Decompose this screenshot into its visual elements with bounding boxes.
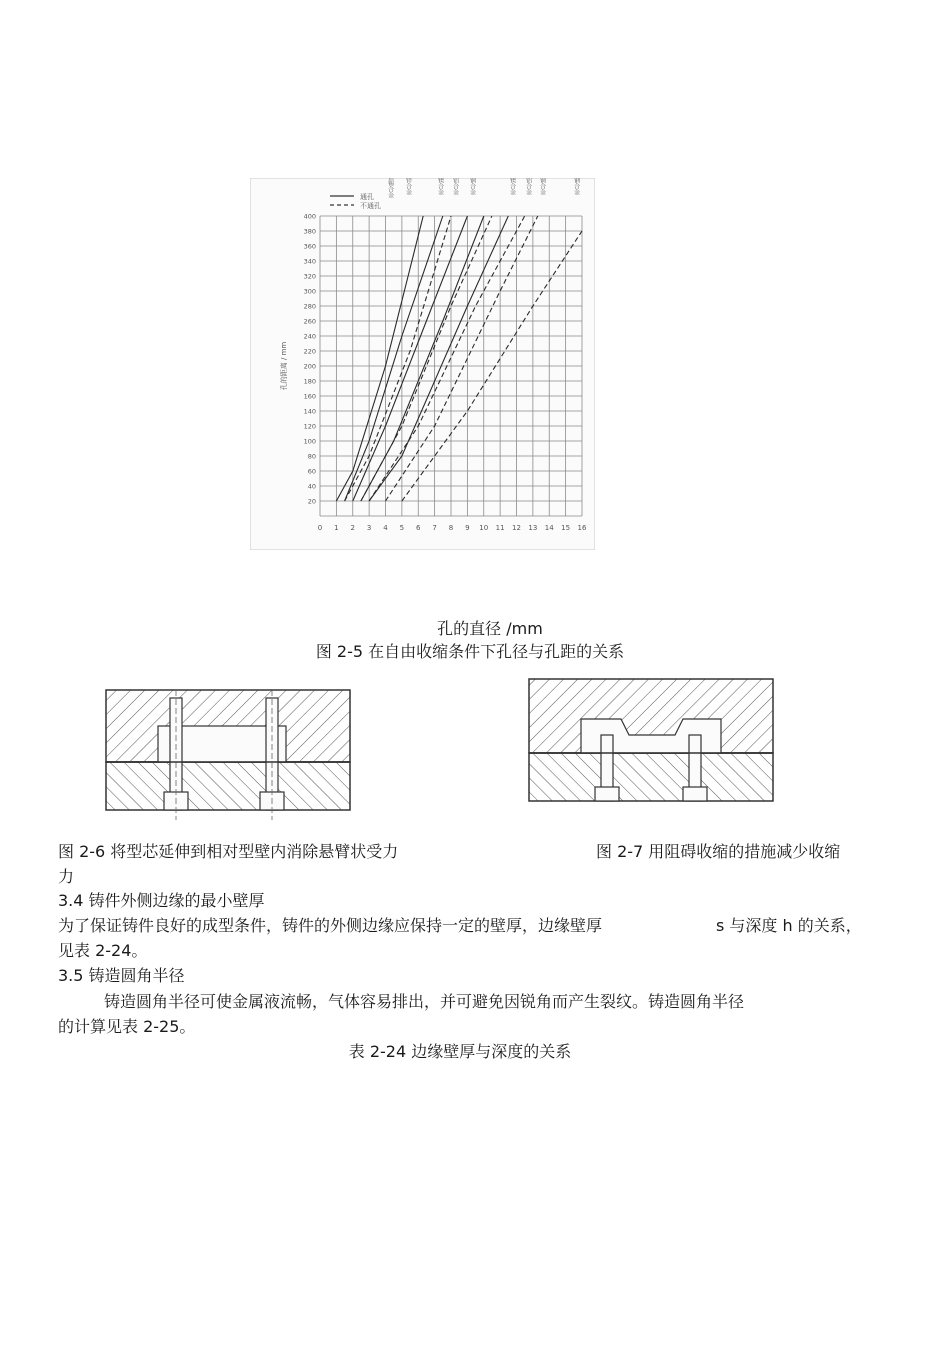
y-tick-label: 400 bbox=[303, 212, 316, 221]
x-tick-label: 7 bbox=[432, 524, 437, 532]
y-axis-label: 孔的距离 / mm bbox=[280, 341, 288, 391]
x-tick-label: 11 bbox=[495, 524, 505, 532]
y-tick-label: 280 bbox=[303, 302, 316, 311]
figure-2-5-chart bbox=[250, 178, 595, 550]
figure-2-7-drawing bbox=[525, 675, 780, 807]
x-tick-label: 2 bbox=[350, 524, 355, 532]
x-tick-label: 15 bbox=[561, 524, 571, 532]
x-tick-label: 5 bbox=[399, 524, 405, 532]
x-tick-label: 1 bbox=[334, 524, 339, 532]
figure-2-5-x-label: 孔的直径 /mm bbox=[437, 619, 543, 638]
y-tick-label: 100 bbox=[303, 437, 316, 446]
legend-alloy-label: 钢合金 bbox=[572, 178, 580, 195]
y-tick-label: 300 bbox=[303, 287, 316, 296]
legend-alloy-label: 镁合金 bbox=[508, 178, 516, 195]
figure-2-6-caption-continuation: 力 bbox=[58, 867, 75, 886]
table-2-24-caption: 表 2-24 边缘壁厚与深度的关系 bbox=[348, 1042, 572, 1061]
y-tick-label: 120 bbox=[303, 422, 316, 431]
x-tick-label: 10 bbox=[479, 524, 489, 532]
y-tick-label: 360 bbox=[303, 242, 316, 251]
y-tick-label: 60 bbox=[307, 467, 316, 476]
y-tick-label: 80 bbox=[307, 452, 316, 461]
legend-alloy-label: 镁合金 bbox=[436, 178, 444, 195]
x-tick-label: 12 bbox=[512, 524, 521, 532]
y-tick-label: 140 bbox=[303, 407, 316, 416]
section-3-4-heading: 3.4 铸件外侧边缘的最小壁厚 bbox=[58, 891, 265, 910]
section-3-4-paragraph-line1b: s 与深度 h 的关系， bbox=[716, 916, 862, 935]
x-tick-label: 6 bbox=[416, 524, 421, 532]
hole-distance-chart-graphic bbox=[250, 178, 595, 550]
legend-alloy-label: 铝合金 bbox=[451, 178, 459, 195]
y-tick-label: 320 bbox=[303, 272, 316, 281]
figure-2-6-drawing bbox=[98, 680, 354, 830]
y-tick-label: 40 bbox=[307, 482, 316, 491]
x-tick-label: 16 bbox=[577, 524, 587, 532]
section-3-5-paragraph-line1: 铸造圆角半径可使金属液流畅，气体容易排出，并可避免因锐角而产生裂纹。铸造圆角半径 bbox=[104, 992, 745, 1011]
legend-solid-label: 通孔 bbox=[360, 193, 374, 201]
figure-2-6-caption: 图 2-6 将型芯延伸到相对型壁内消除悬臂状受力 bbox=[58, 842, 399, 861]
legend-alloy-label: 铜合金 bbox=[468, 178, 476, 195]
legend-alloy-label: 铝合金 bbox=[524, 178, 532, 195]
section-3-5-heading: 3.5 铸造圆角半径 bbox=[58, 966, 185, 985]
y-tick-label: 220 bbox=[303, 347, 316, 356]
legend-alloy-label: 铅锡合金 bbox=[386, 178, 394, 198]
y-tick-label: 260 bbox=[303, 317, 316, 326]
y-tick-label: 160 bbox=[303, 392, 316, 401]
legend-alloy-label: 锌合金 bbox=[404, 178, 412, 195]
y-tick-label: 240 bbox=[303, 332, 316, 341]
legend-dashed-label: 不通孔 bbox=[360, 202, 381, 210]
y-tick-label: 380 bbox=[303, 227, 316, 236]
x-tick-label: 9 bbox=[465, 524, 470, 532]
figure-2-7-caption: 图 2-7 用阻碍收缩的措施减少收缩 bbox=[596, 842, 841, 861]
y-tick-label: 20 bbox=[307, 497, 316, 506]
x-tick-label: 8 bbox=[448, 524, 454, 532]
y-tick-label: 340 bbox=[303, 257, 316, 266]
x-tick-label: 14 bbox=[544, 524, 554, 532]
y-tick-label: 180 bbox=[303, 377, 316, 386]
x-tick-label: 3 bbox=[366, 524, 372, 532]
figure-2-5-caption: 图 2-5 在自由收缩条件下孔径与孔距的关系 bbox=[315, 642, 625, 661]
section-3-4-paragraph-line2: 见表 2-24。 bbox=[58, 941, 148, 960]
x-tick-label: 0 bbox=[317, 524, 323, 532]
y-tick-label: 200 bbox=[303, 362, 316, 371]
section-3-5-paragraph-line2: 的计算见表 2-25。 bbox=[58, 1017, 196, 1036]
legend-alloy-label: 铜合金 bbox=[538, 178, 546, 195]
x-tick-label: 4 bbox=[383, 524, 388, 532]
x-tick-label: 13 bbox=[528, 524, 538, 532]
section-3-4-paragraph-line1a: 为了保证铸件良好的成型条件，铸件的外侧边缘应保持一定的壁厚，边缘壁厚 bbox=[58, 916, 603, 935]
